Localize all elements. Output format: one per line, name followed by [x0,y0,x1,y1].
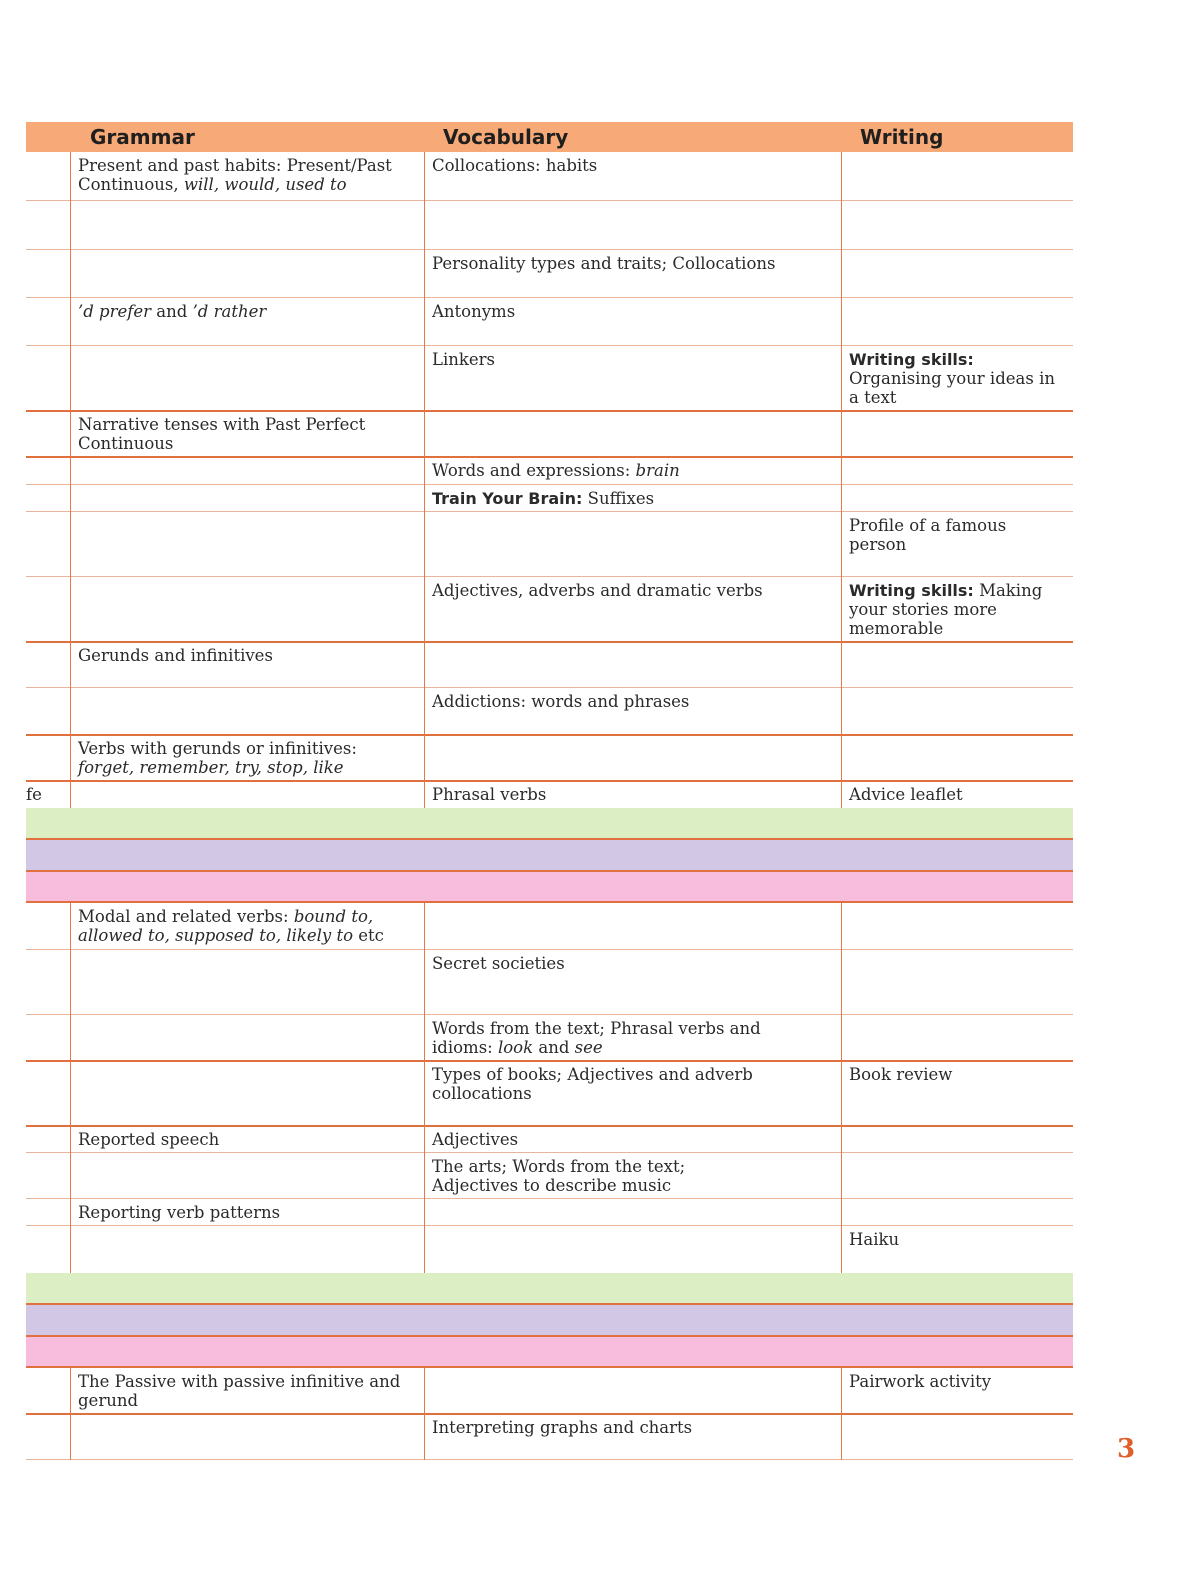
column-divider [70,457,71,485]
column-divider [424,1061,425,1126]
text: Collocations: habits [432,156,598,175]
column-divider [70,1414,71,1460]
italic-text: will, would, used to [183,175,347,194]
text: Gerunds and infinitives [78,646,273,665]
column-divider [70,642,71,688]
text: Secret societies [432,954,565,973]
column-divider [841,485,842,512]
column-divider [424,485,425,512]
italic-text: ’d rather [192,302,267,321]
cell-writing [849,1230,1069,1249]
color-band [26,1305,1073,1337]
column-divider [424,950,425,1015]
italic-text: see [574,1038,603,1057]
column-divider [424,781,425,809]
column-divider [841,735,842,781]
table-row [26,903,1073,950]
table-row [26,201,1073,250]
text: Verbs with gerunds or infinitives: [78,739,357,758]
cell-vocabulary [432,1130,837,1149]
column-divider [841,577,842,642]
text: Addictions: words and phrases [432,692,690,711]
text: Types of books; Adjectives and adverb collocations [432,1065,753,1103]
text: Pairwork activity [849,1372,992,1391]
column-divider [70,250,71,298]
column-divider [841,1061,842,1126]
table-row [26,577,1073,642]
column-divider [841,201,842,250]
column-divider [424,1226,425,1273]
text: and [533,1038,575,1057]
column-divider [841,1153,842,1199]
text: The arts; Words from the text; Adjectives to describe music [432,1157,686,1195]
column-divider [424,1015,425,1061]
column-divider [70,152,71,201]
table-row [26,735,1073,781]
cell-grammar [78,415,418,453]
column-divider [841,1126,842,1153]
color-band [26,808,1073,840]
header-writing: Writing [860,125,944,149]
column-divider [424,298,425,346]
cell-vocabulary [432,785,837,804]
table-row [26,1061,1073,1126]
cell-writing [849,785,1069,804]
row-divider [26,1459,1073,1460]
table-row [26,950,1073,1015]
text: Reporting verb patterns [78,1203,281,1222]
cell-first: fe [26,785,42,804]
text: The Passive with passive infinitive and gerund [78,1372,401,1410]
column-divider [70,950,71,1015]
cell-grammar [78,302,418,321]
column-divider [841,781,842,809]
cell-writing [849,1065,1069,1084]
column-divider [841,642,842,688]
text: Profile of a famous person [849,516,1007,554]
text: etc [353,926,384,945]
italic-text: ’d prefer [78,302,152,321]
cell-grammar [78,907,418,945]
column-divider [424,1126,425,1153]
column-divider [70,485,71,512]
column-divider [70,1368,71,1414]
italic-text: bound to, allowed to, supposed to, likely to [78,907,374,945]
cell-vocabulary [432,461,837,480]
cell-vocabulary [432,581,837,600]
column-divider [424,735,425,781]
column-divider [841,457,842,485]
cell-vocabulary [432,1418,837,1437]
bold-label: Train Your Brain: [432,489,583,508]
table-row [26,411,1073,457]
column-divider [70,903,71,950]
column-divider [70,411,71,457]
column-divider [841,512,842,577]
column-divider [424,642,425,688]
column-divider [70,1199,71,1226]
cell-grammar [78,646,418,665]
cell-grammar [78,1130,418,1149]
column-divider [70,1226,71,1273]
table-row [26,457,1073,485]
column-divider [841,1199,842,1226]
column-divider [424,1199,425,1226]
cell-vocabulary [432,1019,837,1057]
table-row [26,152,1073,201]
bold-label: Writing skills: [849,581,974,600]
cell-vocabulary [432,1065,837,1103]
table-row [26,1368,1073,1414]
cell-writing [849,516,1069,554]
table-row [26,250,1073,298]
table-row [26,688,1073,735]
header-grammar: Grammar [90,125,195,149]
column-divider [70,201,71,250]
text: Adjectives, adverbs and dramatic verbs [432,581,763,600]
color-band [26,1337,1073,1368]
table-row [26,298,1073,346]
text: Making your stories more memorable [849,581,1043,638]
text: Book review [849,1065,953,1084]
column-divider [424,512,425,577]
header-vocabulary: Vocabulary [443,125,569,149]
text: Personality types and traits; Collocations [432,254,776,273]
table-row [26,1126,1073,1153]
cell-vocabulary [432,156,837,175]
cell-writing [849,350,1069,407]
column-divider [424,411,425,457]
text: Phrasal verbs [432,785,547,804]
column-divider [424,1414,425,1460]
cell-vocabulary [432,692,837,711]
column-divider [424,577,425,642]
cell-vocabulary [432,350,837,369]
cell-writing [849,1372,1069,1391]
column-divider [841,1015,842,1061]
text: Present and past habits: Present/Past Continuous, [78,156,392,194]
column-divider [70,1061,71,1126]
column-divider [70,781,71,809]
column-divider [424,903,425,950]
cell-vocabulary [432,1157,837,1195]
table-row [26,1414,1073,1460]
cell-grammar [78,1372,418,1410]
color-band [26,1273,1073,1305]
column-divider [424,457,425,485]
column-divider [424,1368,425,1414]
table-header [26,122,1073,152]
text: Advice leaflet [849,785,963,804]
column-divider [424,688,425,735]
table-row [26,1226,1073,1273]
column-divider [424,250,425,298]
text: and [151,302,193,321]
column-divider [841,1226,842,1273]
italic-text: brain [635,461,680,480]
column-divider [841,411,842,457]
cell-vocabulary [432,954,837,973]
column-divider [841,688,842,735]
cell-grammar [78,156,418,194]
column-divider [841,346,842,411]
table-row [26,1153,1073,1199]
cell-vocabulary [432,489,837,508]
color-band [26,872,1073,903]
text: Suffixes [582,489,655,508]
text: Organising your ideas in a text [849,369,1055,407]
column-divider [424,1153,425,1199]
column-divider [424,201,425,250]
page-number: 3 [1117,1434,1136,1464]
column-divider [70,1153,71,1199]
column-divider [70,577,71,642]
table-row [26,346,1073,411]
table-row [26,485,1073,512]
italic-text: look [497,1038,534,1057]
table-row [26,1015,1073,1061]
table-row [26,781,1073,809]
column-divider [841,250,842,298]
text: Adjectives [432,1130,519,1149]
text: Reported speech [78,1130,220,1149]
column-divider [424,346,425,411]
text: Antonyms [432,302,516,321]
cell-vocabulary [432,302,837,321]
text: Haiku [849,1230,900,1249]
table-row [26,642,1073,688]
column-divider [70,1015,71,1061]
italic-text: forget, remember, try, stop, like [78,758,344,777]
cell-grammar [78,739,418,777]
column-divider [841,903,842,950]
column-divider [70,1126,71,1153]
column-divider [70,688,71,735]
table-row [26,1199,1073,1226]
cell-grammar [78,1203,418,1222]
table-row [26,512,1073,577]
column-divider [70,346,71,411]
column-divider [841,1414,842,1460]
text: Modal and related verbs: [78,907,294,926]
column-divider [70,735,71,781]
column-divider [841,298,842,346]
column-divider [70,298,71,346]
column-divider [841,1368,842,1414]
column-divider [841,152,842,201]
cell-writing [849,581,1069,638]
bold-label: Writing skills: [849,350,974,369]
text: Narrative tenses with Past Perfect Continuous [78,415,366,453]
text: Interpreting graphs and charts [432,1418,693,1437]
column-divider [841,950,842,1015]
cell-vocabulary [432,254,837,273]
text: Linkers [432,350,495,369]
text: Words from the text; Phrasal verbs and idioms: [432,1019,761,1057]
color-band [26,840,1073,872]
column-divider [424,152,425,201]
column-divider [70,512,71,577]
text: Words and expressions: [432,461,636,480]
